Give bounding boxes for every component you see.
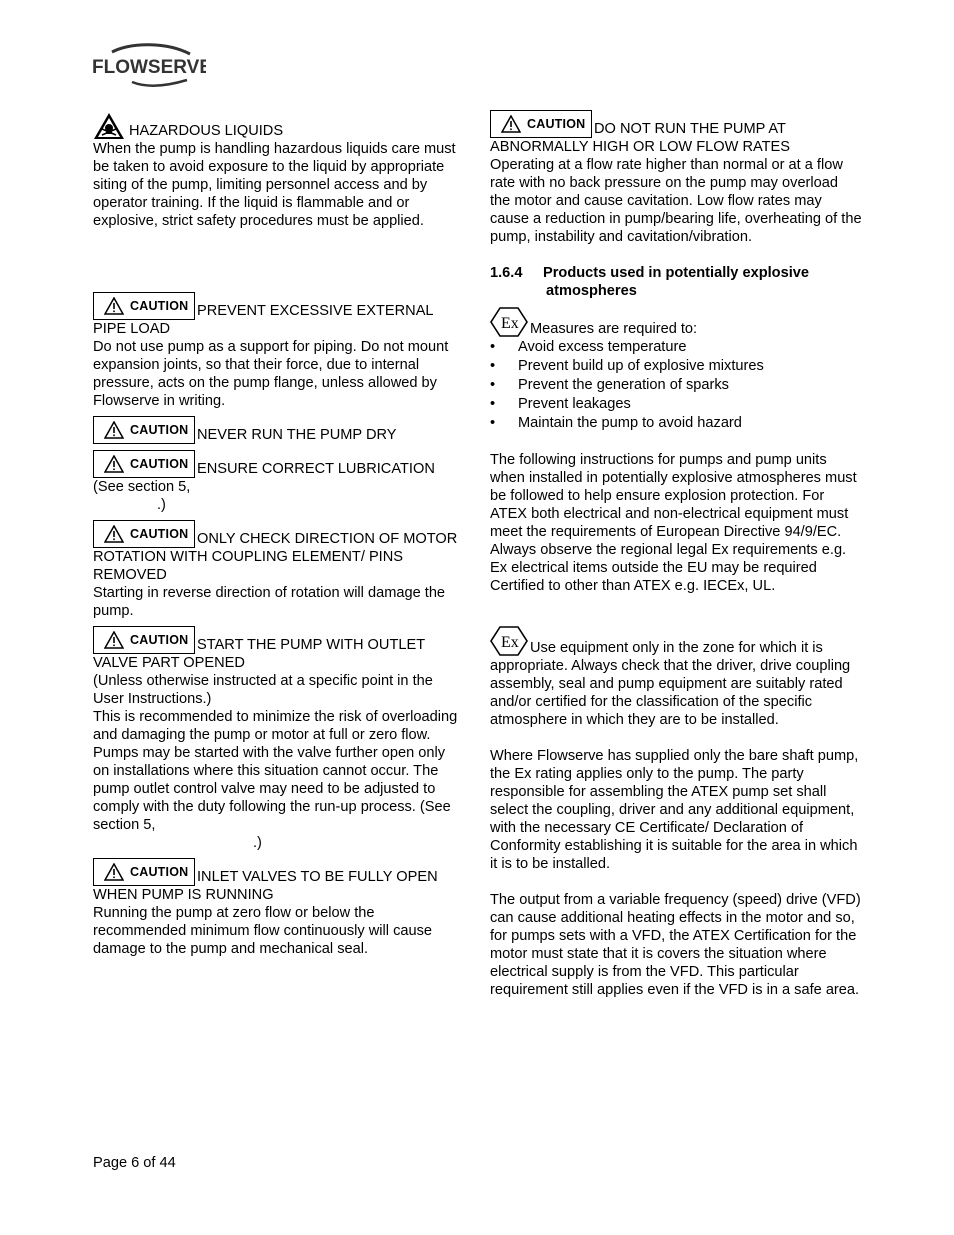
rotation-title: ONLY CHECK DIRECTION OF MOTOR ROTATION WITH COUPLING ELEMENT/ PINS REMOVED [93, 531, 458, 583]
inlet-title: INLET VALVES TO BE FULLY OPEN WHEN PUMP IS RUNNING [93, 869, 438, 903]
hazardous-liquids-block [93, 112, 465, 230]
warning-triangle-icon [501, 115, 521, 133]
caution-label: CAUTION [130, 299, 189, 313]
ex-hexagon-icon [490, 306, 528, 338]
flow-title: DO NOT RUN THE PUMP AT ABNORMALLY HIGH OR LOW FLOW RATES [490, 121, 791, 155]
zone-block [490, 625, 862, 729]
left-column [93, 110, 465, 958]
caution-badge [93, 416, 195, 444]
caution-label: CAUTION [527, 117, 586, 131]
flowserve-logo [92, 42, 206, 88]
list-item: • Maintain the pump to avoid hazard [490, 414, 862, 433]
caution-badge [93, 292, 195, 320]
section-title-line2: atmospheres [546, 283, 637, 299]
ex-hexagon-icon [490, 625, 528, 657]
outlet-body: This is recommended to minimize the risk of overloading and damaging the pump or motor at full or zero flow. Pumps may be started with the valve further open only on installations where this situation cannot occur. The pump outlet control valve may need to be adjusted to comply with the duty following the run-up process. (See section 5, [93, 709, 458, 833]
caution-badge [93, 520, 195, 548]
list-item: • Prevent the generation of sparks [490, 376, 862, 395]
svg-text:Ex: Ex [501, 634, 519, 651]
rotation-block [93, 520, 465, 620]
zone-text: Use equipment only in the zone for which it is appropriate. Always check that the driver, drive coupling assembly, seal and pump equipment are suitably rated and/or certified for the classification of the specific atmosphere in which they are to be installed. [490, 640, 851, 728]
list-item: • Prevent leakages [490, 395, 862, 414]
outlet-title: START THE PUMP WITH OUTLET VALVE PART OPENED [93, 637, 425, 671]
section-heading [490, 264, 862, 300]
inlet-body: Running the pump at zero flow or below the recommended minimum flow continuously will cause damage to the pump and mechanical seal. [93, 905, 433, 957]
rotation-body: Starting in reverse direction of rotation will damage the pump. [93, 585, 446, 619]
caution-badge [93, 626, 195, 654]
lubrication-block [93, 450, 465, 514]
warning-triangle-icon [104, 525, 124, 543]
outlet-note: (Unless otherwise instructed at a specific point in the User Instructions.) [93, 673, 433, 707]
run-dry-title: NEVER RUN THE PUMP DRY [197, 427, 397, 443]
section-number: 1.6.4 [490, 265, 523, 281]
pipe-load-block [93, 292, 465, 410]
measures-intro: Measures are required to: [530, 321, 698, 337]
flow-rate-block [490, 110, 862, 246]
lubrication-title: ENSURE CORRECT LUBRICATION [197, 461, 435, 477]
pipe-load-body: Do not use pump as a support for piping. Do not mount expansion joints, so that their force, due to internal pressure, acts on the pump flange, unless allowed by Flowserve in writing. [93, 339, 449, 409]
warning-triangle-icon [104, 863, 124, 881]
inlet-valve-block [93, 858, 465, 958]
list-item: • Avoid excess temperature [490, 338, 862, 357]
warning-triangle-icon [104, 455, 124, 473]
caution-badge [490, 110, 592, 138]
lubrication-ref-end: .) [157, 497, 166, 513]
svg-text:Ex: Ex [501, 315, 519, 332]
atex-paragraph: The following instructions for pumps and pump units when installed in potentially explosive atmospheres must be followed to help ensure explosion protection. For ATEX both electrical and non-electrical equipment must meet the requirements of European Directive 94/9/EC. Always observe the regional legal Ex requirements e.g. Ex electrical items outside the EU may be required Certified to other than ATEX e.g. IECEx, UL. [490, 452, 857, 594]
outlet-ref-end: .) [253, 835, 262, 851]
warning-triangle-icon [104, 631, 124, 649]
page-number: Page 6 of 44 [93, 1155, 176, 1171]
caution-badge [93, 858, 195, 886]
run-dry-block [93, 416, 465, 444]
warning-triangle-icon [104, 297, 124, 315]
lubrication-ref: (See section 5, [93, 479, 191, 495]
caution-label: CAUTION [130, 865, 189, 879]
bare-shaft-paragraph: Where Flowserve has supplied only the bare shaft pump, the Ex rating applies only to the pump. The party responsible for assembling the ATEX pump set shall select the coupling, driver and any additional equipment, with the necessary CE Certificate/ Declaration of Conformity establishing it is suitable for the area in which it is to be installed. [490, 748, 859, 872]
measures-list [490, 338, 862, 433]
list-item: • Prevent build up of explosive mixtures [490, 357, 862, 376]
caution-label: CAUTION [130, 423, 189, 437]
warning-triangle-icon [104, 421, 124, 439]
hazardous-body: When the pump is handling hazardous liquids care must be taken to avoid exposure to the liquid by appropriate siting of the pump, limiting personnel access and by operator training. If the liquid is flammable and or explosive, strict safety procedures must be applied. [93, 141, 456, 229]
right-column [490, 110, 862, 999]
hazardous-title: HAZARDOUS LIQUIDS [129, 123, 284, 139]
caution-label: CAUTION [130, 527, 189, 541]
outlet-valve-block [93, 626, 465, 852]
pipe-load-title: PREVENT EXCESSIVE EXTERNAL PIPE LOAD [93, 303, 434, 337]
vfd-paragraph: The output from a variable frequency (speed) drive (VFD) can cause additional heating effects in the motor and so, for pumps sets with a VFD, the ATEX Certification for the motor must state that it is covers the situation where electrical supply is from the VFD. This particular requirement still applies even if the VFD is in a safe area. [490, 892, 861, 998]
flow-body: Operating at a flow rate higher than normal or at a flow rate with no back pressure on the pump may overload the motor and cause cavitation. Low flow rates may cause a reduction in pump/bearing life, overheating of the pump, instability and cavitation/vibration. [490, 157, 862, 245]
logo-swoosh-icon [92, 42, 206, 88]
section-title-line1: Products used in potentially explosive [543, 265, 809, 281]
logo-text: FLOWSERVE [92, 57, 206, 78]
caution-label: CAUTION [130, 457, 189, 471]
caution-label: CAUTION [130, 633, 189, 647]
measures-block [490, 306, 862, 433]
caution-badge [93, 450, 195, 478]
hazard-skull-icon [93, 112, 125, 140]
